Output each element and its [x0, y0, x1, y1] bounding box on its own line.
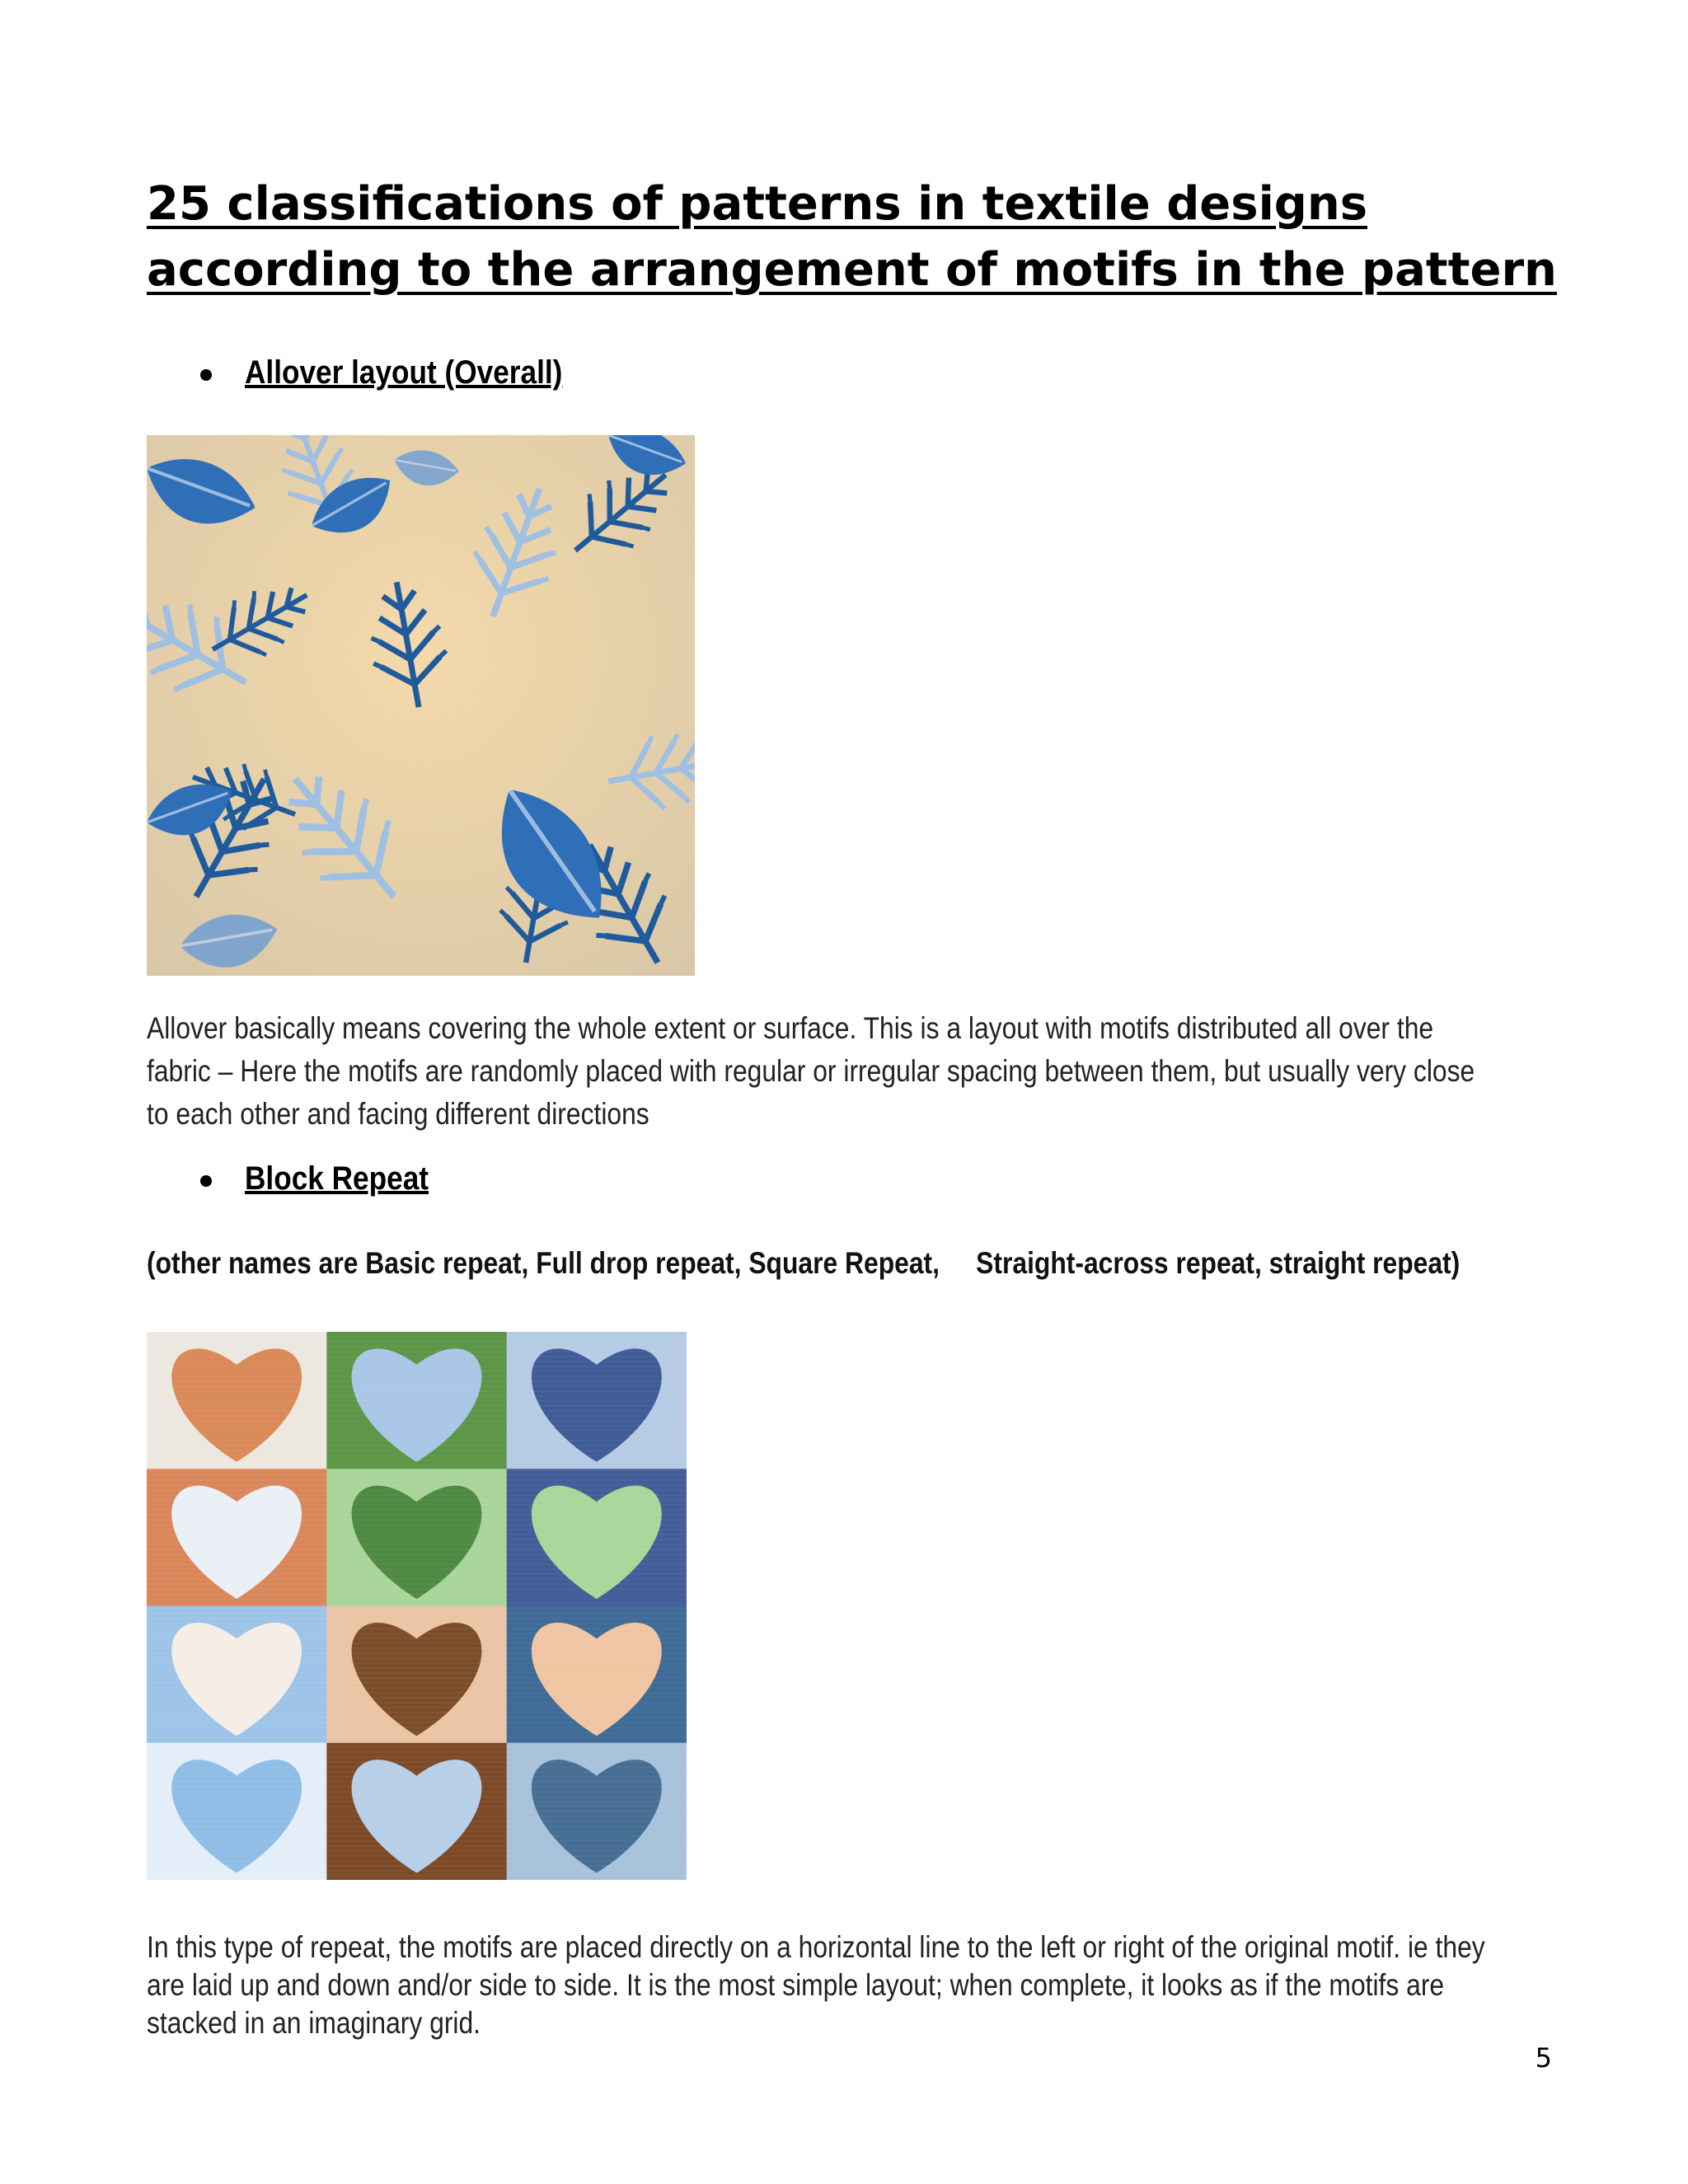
block-repeat-image [147, 1332, 687, 1880]
page-title: 25 classifications of patterns in textile designs according to the arrangement of motifs in the pattern [147, 177, 1557, 297]
section-heading-block-repeat: Block Repeat [245, 1160, 429, 1197]
block-repeat-description: In this type of repeat, the motifs are placed directly on a horizontal line to the left or right of the original motif. ie they are laid up and down and/or side to side. It is the most simple layout; when complete, it looks as if the motifs are stacked in an imaginary grid. [147, 1930, 1485, 2040]
heart-grid-svg [147, 1332, 687, 1880]
page-number: 5 [1535, 2042, 1552, 2074]
allover-fabric-svg [147, 435, 695, 976]
block-repeat-aliases: (other names are Basic repeat, Full drop repeat, Square Repeat, Straight-across repeat, straight repeat) [147, 1246, 1461, 1280]
bullet-icon [200, 369, 212, 381]
allover-fabric-image [147, 435, 695, 976]
allover-description: Allover basically means covering the whole extent or surface. This is a layout with motifs distributed all over the fabric – Here the motifs are randomly placed with regular or irregular spacing between them, but usually very close to each other and facing different directions [147, 1011, 1475, 1131]
bullet-icon [200, 1175, 212, 1187]
section-heading-allover: Allover layout (Overall) [245, 354, 563, 391]
